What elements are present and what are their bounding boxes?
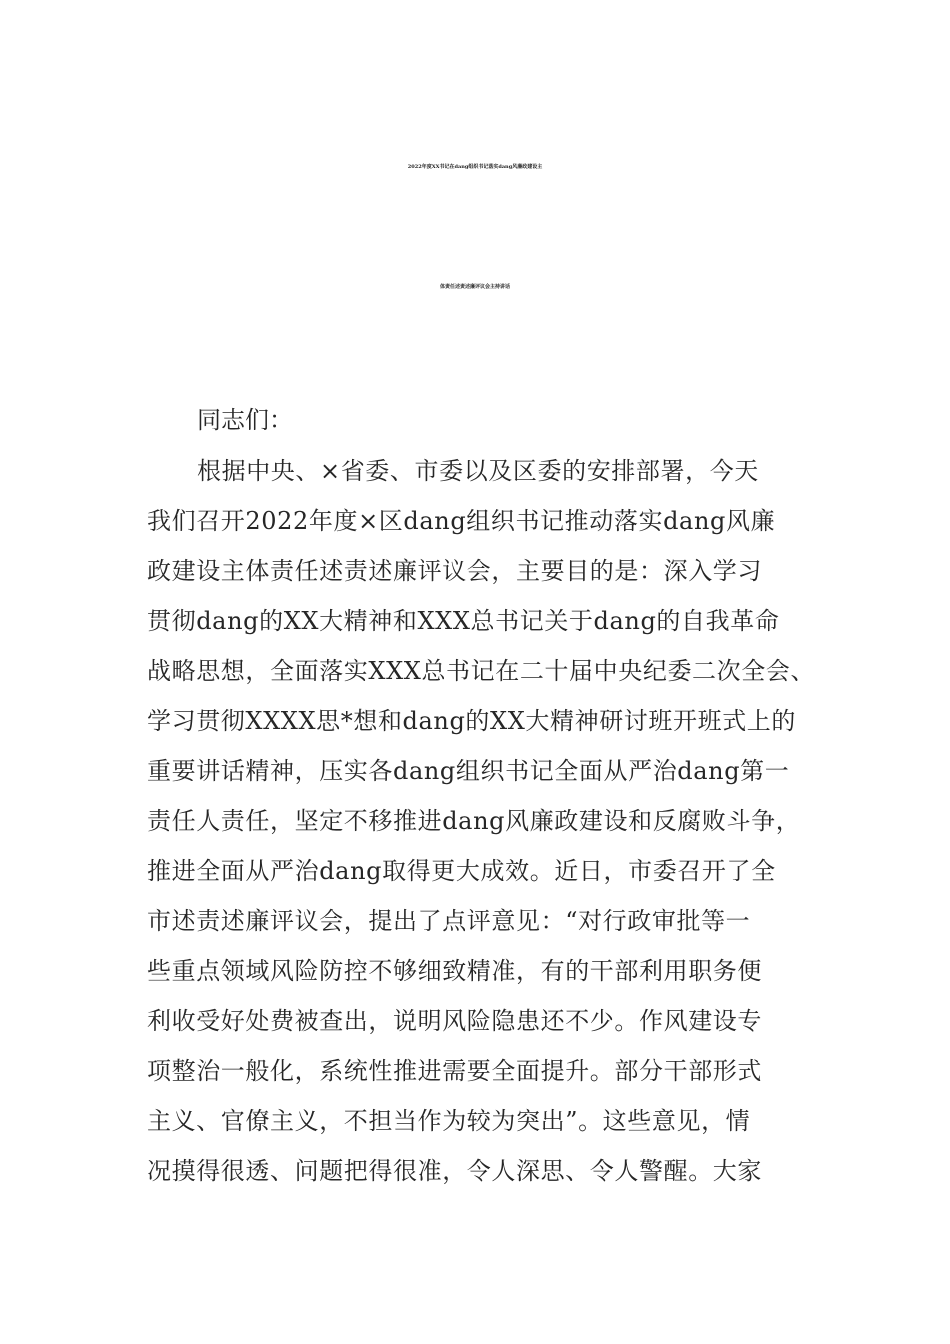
paragraph-line: 利收受好处费被查出，说明风险隐患还不少。作风建设专 [147, 1007, 762, 1035]
paragraph-line: 贯彻dang的XX大精神和XXX总书记关于dang的自我革命 [147, 607, 780, 635]
paragraph-line: 政建设主体责任述责述廉评议会，主要目的是：深入学习 [147, 557, 762, 585]
paragraph-line: 主义、官僚主义，不担当作为较为突出”。这些意见，情 [147, 1107, 751, 1135]
salutation: 同志们： [197, 406, 293, 434]
paragraph-line: 学习贯彻XXXX思*想和dang的XX大精神研讨班开班式上的 [147, 707, 797, 735]
paragraph-line: 重要讲话精神，压实各dang组织书记全面从严治dang第一 [147, 757, 790, 785]
paragraph-line: 我们召开2022年度×区dang组织书记推动落实dang风廉 [147, 507, 776, 535]
document-title-line-2: 体责任述责述廉评议会主持讲话 [439, 284, 510, 290]
paragraph-line: 推进全面从严治dang取得更大成效。近日，市委召开了全 [147, 857, 776, 885]
paragraph-line: 战略思想，全面落实XXX总书记在二十届中央纪委二次全会、 [147, 657, 816, 685]
document-title-line-1: 2022年度XX书记在dang组织书记落实dang风廉政建设主 [407, 164, 543, 170]
paragraph-line: 根据中央、×省委、市委以及区委的安排部署，今天 [197, 457, 759, 485]
paragraph-line: 市述责述廉评议会，提出了点评意见：“对行政审批等一 [147, 907, 751, 935]
paragraph-line: 些重点领域风险防控不够细致精准，有的干部利用职务便 [147, 957, 762, 985]
paragraph-line: 项整治一般化，系统性推进需要全面提升。部分干部形式 [147, 1057, 762, 1085]
paragraph-line: 责任人责任，坚定不移推进dang风廉政建设和反腐败斗争， [147, 807, 801, 835]
paragraph-line: 况摸得很透、问题把得很准，令人深思、令人警醒。大家 [147, 1157, 762, 1185]
